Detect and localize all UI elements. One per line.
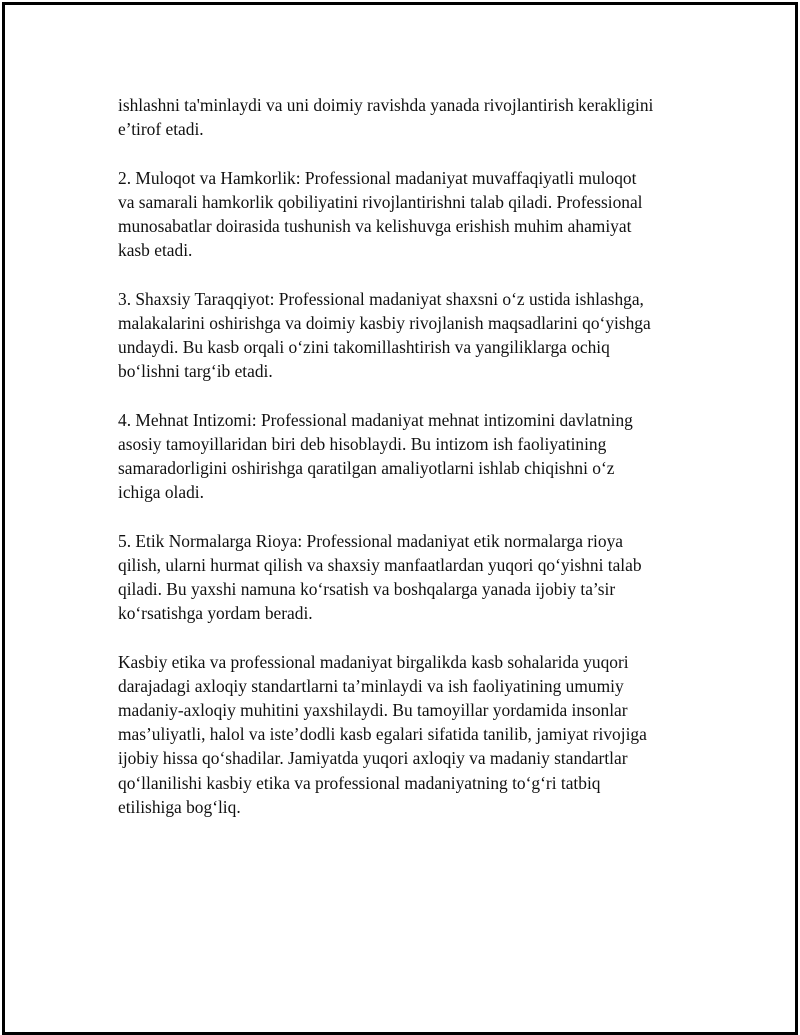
text-line: kasb etadi. <box>118 240 193 261</box>
text-line: qilish, ularni hurmat qilish va shaxsiy manfaatlardan yuqori qo‘yishni talab <box>118 554 642 575</box>
text-line: malakalarini oshirishga va doimiy kasbiy rivojlanish maqsadlarini qo‘yishga <box>118 312 651 333</box>
text-line: etilishiga bog‘liq. <box>118 796 241 817</box>
text-line: 3. Shaxsiy Taraqqiyot: Professional madaniyat shaxsni o‘z ustida ishlashga, <box>118 288 644 309</box>
text-line: undaydi. Bu kasb orqali o‘zini takomillashtirish va yangiliklarga ochiq <box>118 337 610 357</box>
text-line: bo‘lishni targ‘ib etadi. <box>118 361 273 382</box>
text-line: 5. Etik Normalarga Rioya: Professional madaniyat etik normalarga rioya <box>118 530 623 551</box>
text-line: 4. Mehnat Intizomi: Professional madaniyat mehnat intizomini davlatning <box>118 409 633 430</box>
paragraph-etik-normalarga-rioya <box>118 529 698 626</box>
text-line: mas’uliyatli, halol va iste’dodli kasb egalari sifatida tanilib, jamiyat rivojiga <box>118 724 647 745</box>
text-line: va samarali hamkorlik qobiliyatini rivojlantirishni talab qiladi. Professional <box>118 191 643 212</box>
text-line: samaradorligini oshirishga qaratilgan amaliyotlarni ishlab chiqishni o‘z <box>118 458 615 478</box>
paragraph-mehnat-intizomi <box>118 408 698 505</box>
text-line: madaniy-axloqiy muhitini yaxshilaydi. Bu tamoyillar yordamida insonlar <box>118 700 628 720</box>
text-line: ko‘rsatishga yordam beradi. <box>118 603 313 624</box>
text-line: ichiga oladi. <box>118 482 204 503</box>
text-line: e’tirof etadi. <box>118 119 204 140</box>
document-body <box>118 93 698 843</box>
text-line: munosabatlar doirasida tushunish va kelishuvga erishish muhim ahamiyat <box>118 216 632 236</box>
text-line: qiladi. Bu yaxshi namuna ko‘rsatish va boshqalarga yanada ijobiy ta’sir <box>118 579 616 599</box>
text-line: ijobiy hissa qo‘shadilar. Jamiyatda yuqori axloqiy va madaniy standartlar <box>118 748 628 769</box>
paragraph-muloqot-hamkorlik <box>118 166 698 263</box>
text-line: 2. Muloqot va Hamkorlik: Professional madaniyat muvaffaqiyatli muloqot <box>118 167 637 188</box>
text-line: darajadagi axloqiy standartlarni ta’minlaydi va ish faoliyatining umumiy <box>118 675 624 696</box>
paragraph-continuation <box>118 93 698 141</box>
text-line: asosiy tamoyillaridan biri deb hisoblaydi. Bu intizom ish faoliyatining <box>118 433 607 454</box>
text-line: ishlashni ta'minlaydi va uni doimiy ravishda yanada rivojlantirish kerakligini <box>118 95 654 115</box>
text-line: qo‘llanilishi kasbiy etika va professional madaniyatning to‘g‘ri tatbiq <box>118 772 601 793</box>
paragraph-conclusion <box>118 650 698 819</box>
text-line: Kasbiy etika va professional madaniyat birgalikda kasb sohalarida yuqori <box>118 651 629 672</box>
paragraph-shaxsiy-taraqqiyot <box>118 287 698 384</box>
